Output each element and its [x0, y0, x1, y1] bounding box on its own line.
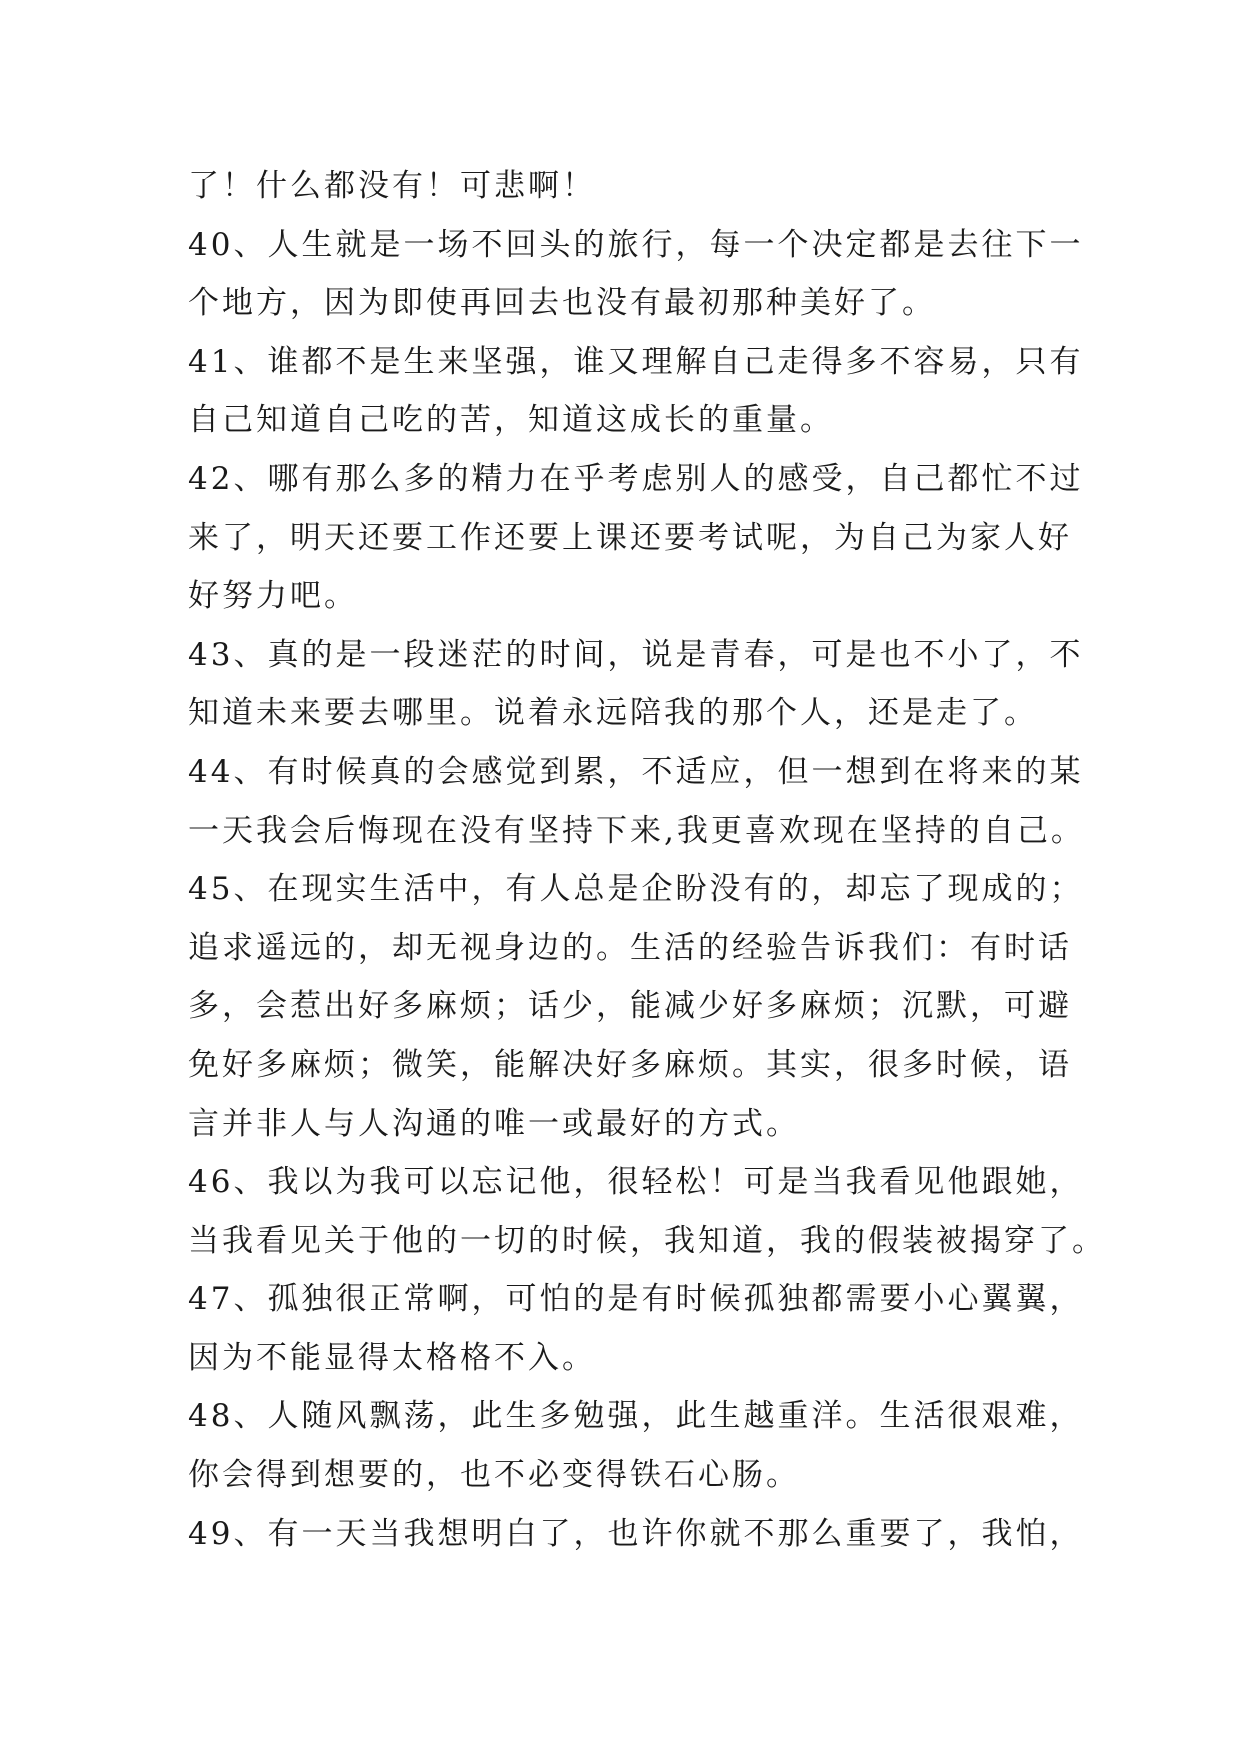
- text-line: 49、有一天当我想明白了，也许你就不那么重要了，我怕，: [188, 1515, 1084, 1552]
- text-line: 当我看见关于他的一切的时候，我知道，我的假装被揭穿了。: [188, 1222, 1106, 1259]
- text-line: 知道未来要去哪里。说着永远陪我的那个人，还是走了。: [188, 695, 1038, 732]
- text-line: 48、人随风飘荡，此生多勉强，此生越重洋。生活很艰难，: [188, 1398, 1084, 1435]
- document-body: [188, 157, 1106, 1563]
- text-line: 43、真的是一段迷茫的时间，说是青春，可是也不小了，不: [188, 636, 1084, 673]
- text-line: 多，会惹出好多麻烦；话少，能减少好多麻烦；沉默，可避: [188, 988, 1072, 1025]
- text-line: 41、谁都不是生来坚强，谁又理解自己走得多不容易，只有: [188, 343, 1084, 380]
- text-line: 好努力吧。: [188, 578, 358, 615]
- text-line: 来了，明天还要工作还要上课还要考试呢，为自己为家人好: [188, 519, 1072, 556]
- text-line: 免好多麻烦；微笑，能解决好多麻烦。其实，很多时候，语: [188, 1046, 1072, 1083]
- text-line: 追求遥远的，却无视身边的。生活的经验告诉我们：有时话: [188, 929, 1072, 966]
- text-line: 自己知道自己吃的苦，知道这成长的重量。: [188, 402, 834, 439]
- text-line: 40、人生就是一场不回头的旅行，每一个决定都是去往下一: [188, 226, 1084, 263]
- text-line: 44、有时候真的会感觉到累，不适应，但一想到在将来的某: [188, 753, 1084, 790]
- text-line: 45、在现实生活中，有人总是企盼没有的，却忘了现成的；: [188, 871, 1084, 908]
- text-line: 言并非人与人沟通的唯一或最好的方式。: [188, 1105, 800, 1142]
- text-line: 你会得到想要的，也不必变得铁石心肠。: [188, 1457, 800, 1494]
- text-line: 个地方，因为即使再回去也没有最初那种美好了。: [188, 285, 936, 322]
- text-line: 了！什么都没有！可悲啊！: [188, 168, 596, 204]
- text-line: 因为不能显得太格格不入。: [188, 1339, 596, 1376]
- text-line: 一天我会后悔现在没有坚持下来,我更喜欢现在坚持的自己。: [188, 812, 1085, 849]
- text-line: 47、孤独很正常啊，可怕的是有时候孤独都需要小心翼翼，: [188, 1281, 1084, 1318]
- text-line: 42、哪有那么多的精力在乎考虑别人的感受，自己都忙不过: [188, 460, 1084, 497]
- text-line: 46、我以为我可以忘记他，很轻松！可是当我看见他跟她，: [188, 1164, 1084, 1201]
